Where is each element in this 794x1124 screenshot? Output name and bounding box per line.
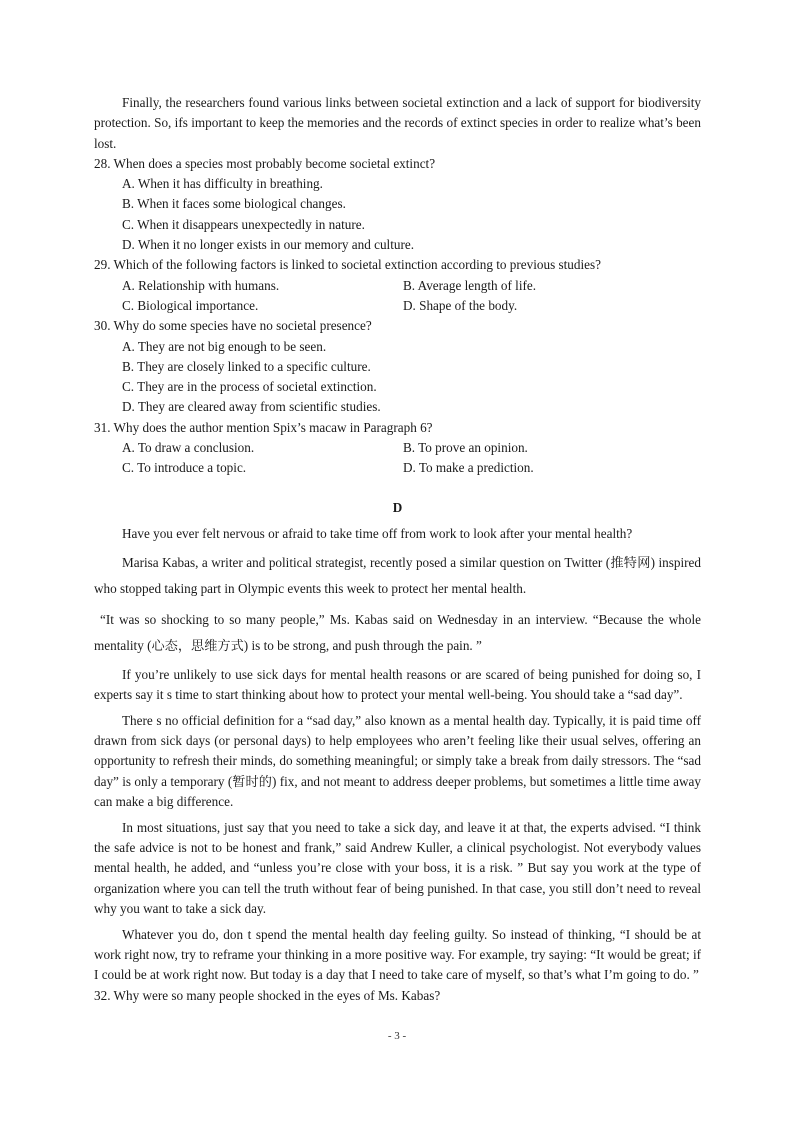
question-31-option-c: C. To introduce a topic. [122,460,247,476]
section-d-paragraph-3: “It was so shocking to so many people,” Ms. Kabas said on Wednesday in an interview. “Because the whole mentality (心态，思维方式) is to be strong, and push through the pain. ” [94,612,701,654]
section-d-paragraph-1: Have you ever felt nervous or afraid to take time off from work to look after your mental health? [122,525,633,541]
question-28-option-a: A. When it has difficulty in breathing. [122,176,323,192]
question-30-stem: 30. Why do some species have no societal presence? [94,318,372,334]
section-d-paragraph-2: Marisa Kabas, a writer and political strategist, recently posed a similar question on Twitter (推特网) inspired who stopped taking part in Olympic events this week to protect her mental health. [94,554,701,596]
question-28-option-c: C. When it disappears unexpectedly in nature. [122,216,365,232]
question-32-stem: 32. Why were so many people shocked in the eyes of Ms. Kabas? [94,987,441,1003]
question-29-options-row-1 [94,276,701,296]
section-d-paragraph-5: There s no official definition for a “sad day,” also known as a mental health day. Typically, it is paid time off drawn from sick days (or personal days) to help employees who aren’t feeling like their usual selves, offering an opportunity to refresh their minds, do something meaningful; or simply take a break from daily stressors. The “sad day” is only a temporary (暂时的) fix, and not meant to address deeper problems, but sometimes a little time away can make a big difference. [94,712,701,810]
question-29-stem: 29. Which of the following factors is linked to societal extinction according to previous studies? [94,257,601,273]
question-31-options-row-2 [94,458,701,478]
question-31-stem: 31. Why does the author mention Spix’s macaw in Paragraph 6? [94,419,433,435]
question-30-option-c: C. They are in the process of societal extinction. [122,379,377,395]
question-29-option-a: A. Relationship with humans. [122,277,280,293]
question-28-stem: 28. When does a species most probably become societal extinct? [94,155,436,171]
question-29-option-d: D. Shape of the body. [403,297,518,313]
section-d-heading: D [392,499,403,515]
page-number: - 3 - [387,1030,407,1042]
question-30-option-d: D. They are cleared away from scientific studies. [122,399,381,415]
question-29-options-row-2 [94,296,701,316]
question-31-option-a: A. To draw a conclusion. [122,440,255,456]
section-d-paragraph-6: In most situations, just say that you need to take a sick day, and leave it at that, the experts advised. “I think the safe advice is not to be honest and frank,” said Andrew Kuller, a clinical psychologist. Not everybody values mental health, he added, and “unless you’re close with your boss, it is a risk. ” But say you work at the type of organization where you can tell the truth without fear of being punished. In that case, you still don’t need to reveal why you want to take a sick day. [94,819,701,916]
passage-c-final-paragraph: Finally, the researchers found various links between societal extinction and a lack of support for biodiversity protection. So, ifs important to keep the memories and the records of extinct species in order to realize what’s been lost. [94,95,701,151]
section-d-paragraph-7: Whatever you do, don t spend the mental health day feeling guilty. So instead of thinking, “I should be at work right now, try to reframe your thinking in a more positive way. For example, try saying: “It would be great; if I could be at work right now. But today is a day that I need to take care of myself, so that’s what I’m going to do. ” [94,926,701,983]
question-30-option-a: A. They are not big enough to be seen. [122,338,327,354]
section-d-paragraph-4: If you’re unlikely to use sick days for mental health reasons or are scared of being punished for doing so, I experts say it s time to start thinking about how to protect your mental well-being. You should take a “sad day”. [94,666,701,703]
question-31-option-d: D. To make a prediction. [403,460,534,476]
question-29-option-b: B. Average length of life. [403,277,537,293]
question-30-option-b: B. They are closely linked to a specific culture. [122,358,371,374]
exam-page-body [94,93,701,1006]
question-31-option-b: B. To prove an opinion. [403,440,528,456]
question-31-options-row-1 [94,438,701,458]
question-28-option-d: D. When it no longer exists in our memory and culture. [122,237,415,253]
question-28-option-b: B. When it faces some biological changes. [122,196,346,212]
question-29-option-c: C. Biological importance. [122,297,259,313]
